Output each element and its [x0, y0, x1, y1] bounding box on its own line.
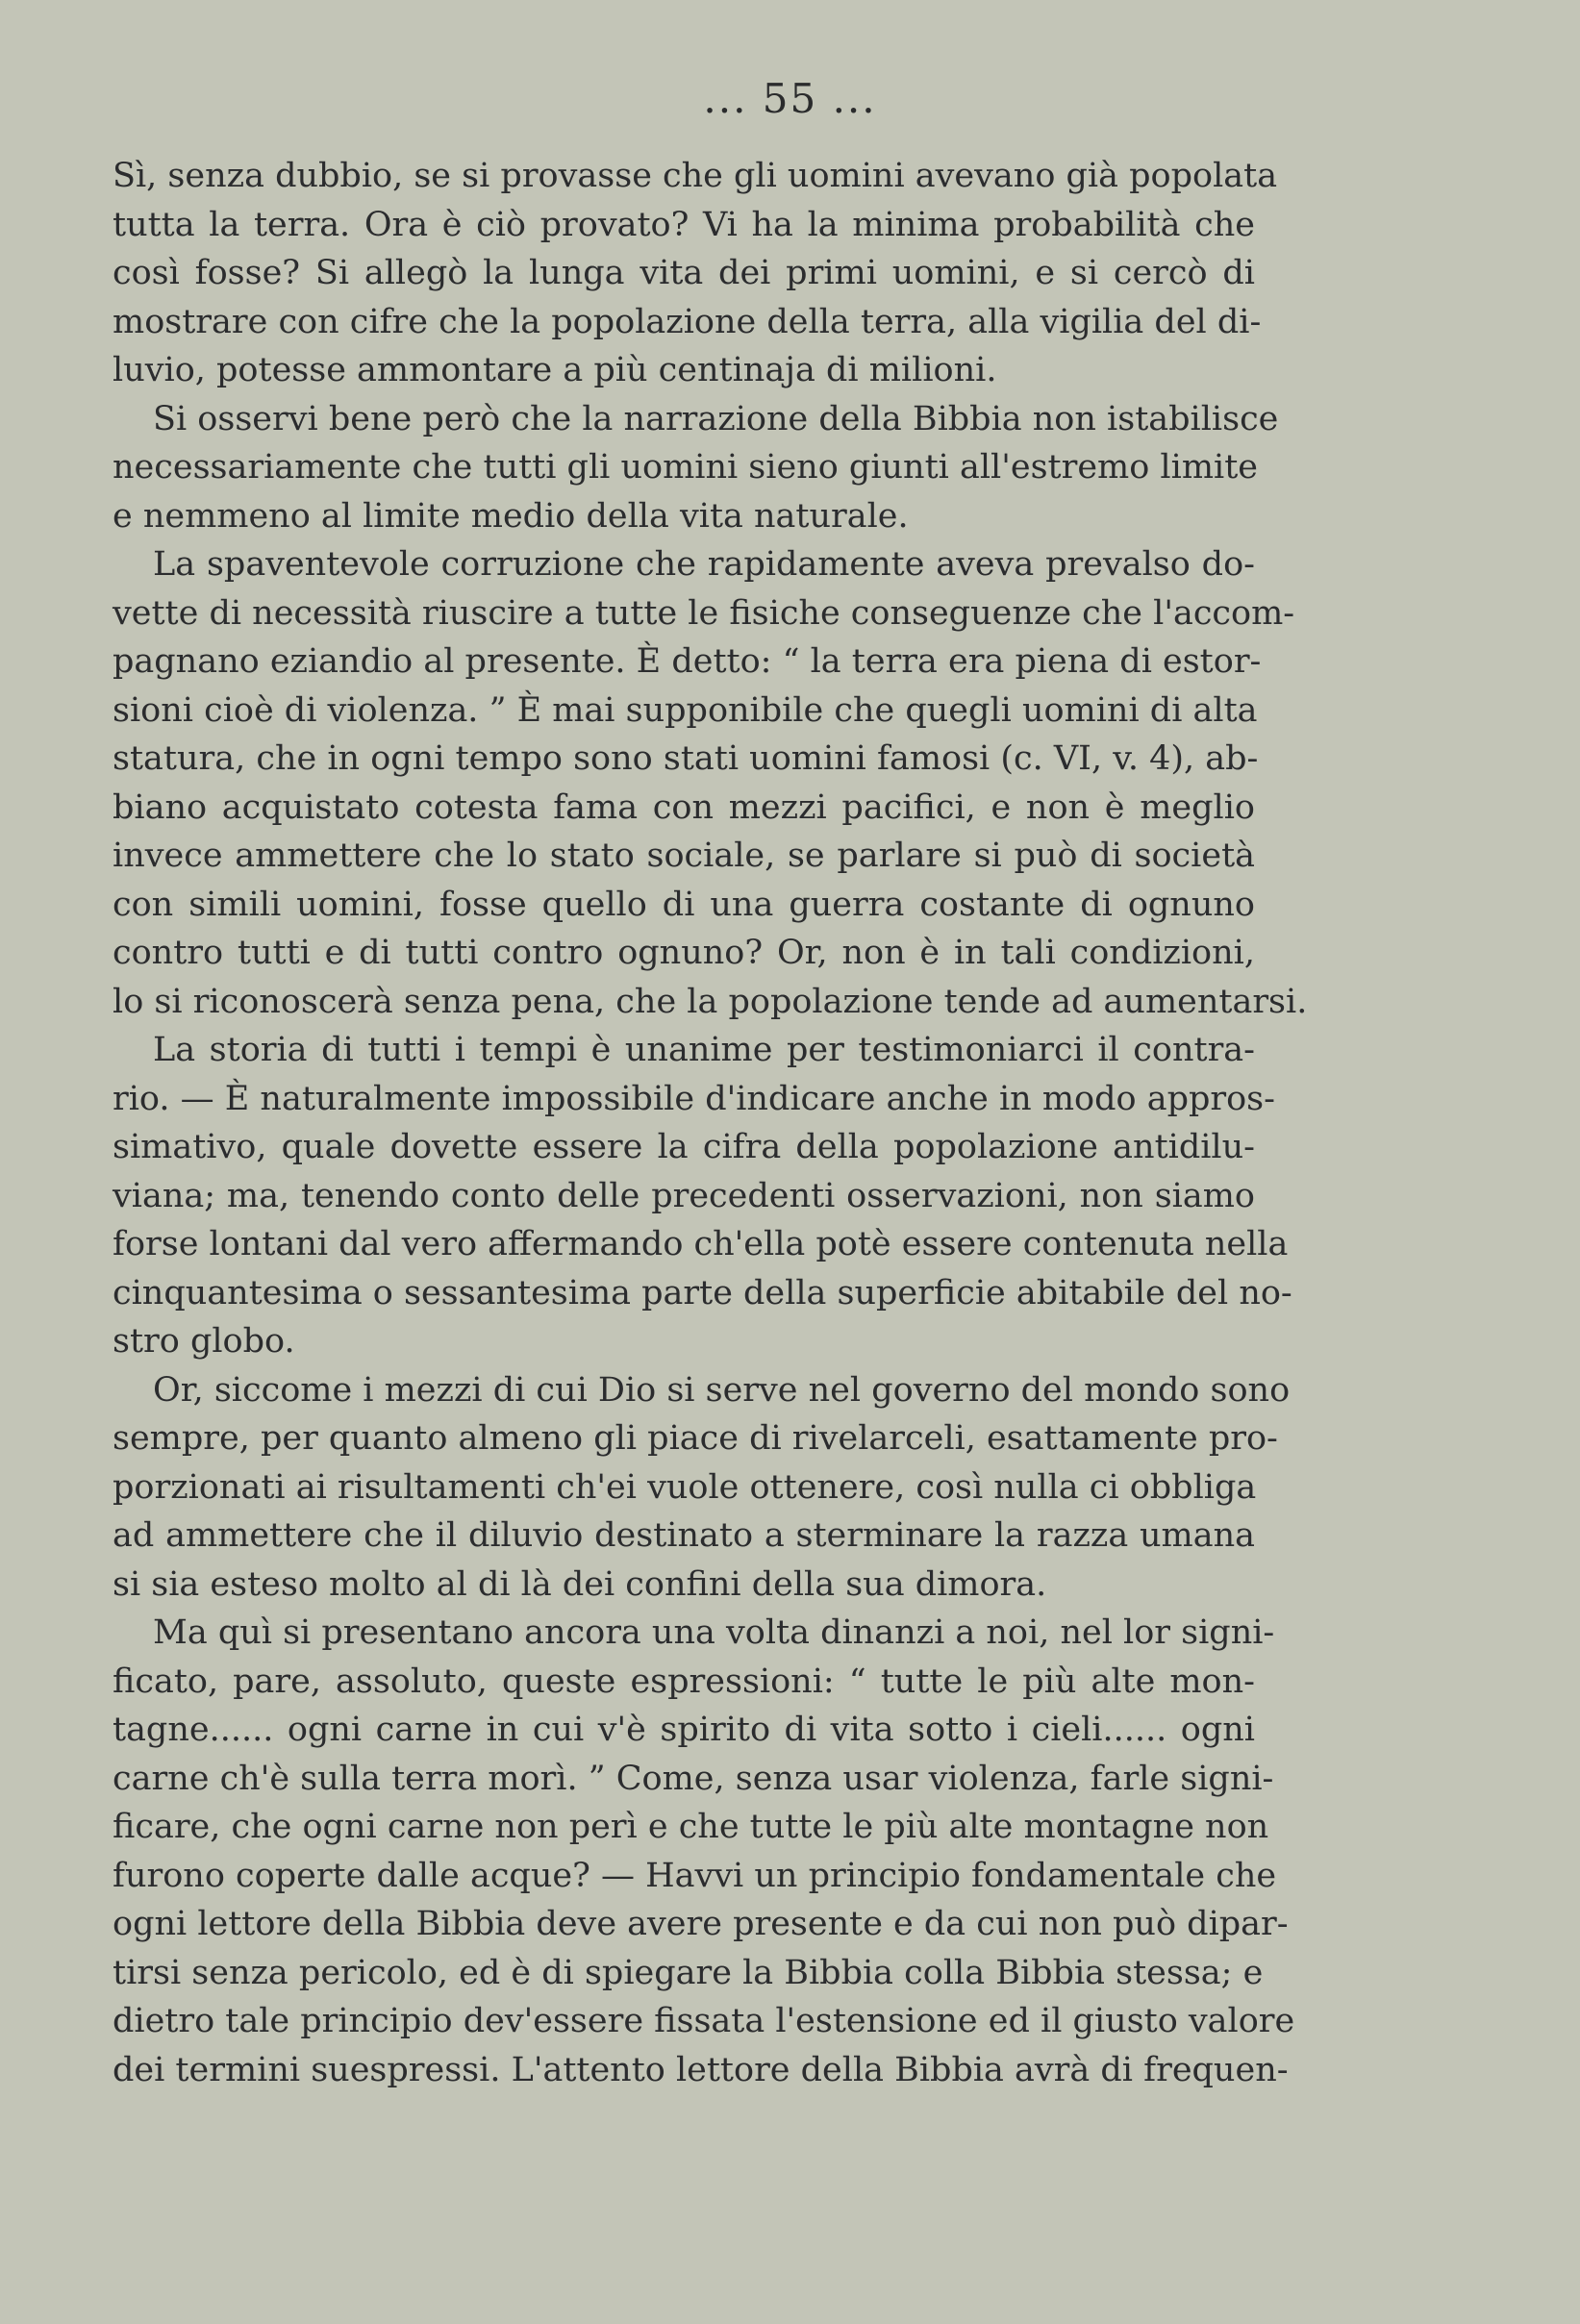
text-line: così fosse? Si allegò la lunga vita dei primi uomini, e si cercò di [113, 254, 1255, 292]
text-line: Si osservi bene però che la narrazione della Bibbia non istabilisce [153, 399, 1279, 438]
text-line: biano acquistato cotesta fama con mezzi pacifici, e non è meglio [113, 787, 1255, 827]
text-line: mostrare con cifre che la popolazione della terra, alla vigilia del di- [113, 302, 1262, 341]
text-line: luvio, potesse ammontare a più centinaja di milioni. [113, 351, 997, 389]
text-line: statura, che in ogni tempo sono stati uomini famosi (c. VI, v. 4), ab- [113, 739, 1259, 778]
text-line: Sì, senza dubbio, se si provasse che gli uomini avevano già popolata [113, 157, 1278, 195]
text-line: necessariamente che tutti gli uomini sieno giunti all'estremo limite [113, 448, 1258, 487]
text-line: forse lontani dal vero affermando ch'ella potè essere contenuta nella [113, 1225, 1289, 1263]
text-line: Or, siccome i mezzi di cui Dio si serve nel governo del mondo sono [153, 1370, 1291, 1410]
text-line: furono coperte dalle acque? — Havvi un principio fondamentale che [113, 1856, 1277, 1895]
text-line: lo si riconoscerà senza pena, che la popolazione tende ad aumentarsi. [113, 982, 1308, 1021]
text-line: invece ammettere che lo stato sociale, se parlare si può di società [113, 837, 1255, 875]
text-line: si sia esteso molto al di là dei confini della sua dimora. [113, 1564, 1047, 1604]
text-line: La storia di tutti i tempi è unanime per testimoniarci il contra- [153, 1031, 1255, 1069]
text-line: pagnano eziandio al presente. È detto: “ la terra era piena di estor- [113, 642, 1262, 681]
text-line: tirsi senza pericolo, ed è di spiegare la Bibbia colla Bibbia stessa; e [113, 1953, 1264, 1992]
text-line: vette di necessità riuscire a tutte le fisiche conseguenze che l'accom- [113, 593, 1295, 633]
text-line: carne ch'è sulla terra morì. ” Come, senza usar violenza, farle signi- [113, 1759, 1274, 1798]
text-line: viana; ma, tenendo conto delle precedenti osservazioni, non siamo [113, 1176, 1255, 1215]
text-line: e nemmeno al limite medio della vita naturale. [113, 496, 909, 536]
text-line: ficare, che ogni carne non perì e che tutte le più alte montagne non [113, 1808, 1269, 1846]
text-line: dei termini suespressi. L'attento lettore della Bibbia avrà di frequen- [113, 2050, 1289, 2089]
text-line: ad ammettere che il diluvio destinato a sterminare la razza umana [113, 1516, 1255, 1555]
text-line: sioni cioè di violenza. ” È mai supponibile che quegli uomini di alta [113, 690, 1258, 730]
text-line: contro tutti e di tutti contro ognuno? Or, non è in tali condizioni, [113, 934, 1255, 972]
text-line: rio. — È naturalmente impossibile d'indicare anche in modo appros- [113, 1079, 1275, 1118]
text-line: tagne...... ogni carne in cui v'è spirito di vita sotto i cieli...... ogni [113, 1711, 1255, 1749]
text-line: stro globo. [113, 1322, 295, 1361]
text-line: porzionati ai risultamenti ch'ei vuole ottenere, così nulla ci obbliga [113, 1467, 1257, 1507]
body-text [113, 152, 1308, 2094]
text-line: con simili uomini, fosse quello di una guerra costante di ognuno [113, 885, 1255, 924]
text-line: tutta la terra. Ora è ciò provato? Vi ha la minima probabilità che [113, 205, 1255, 244]
text-line: ficato, pare, assoluto, queste espressioni: “ tutte le più alte mon- [113, 1662, 1255, 1701]
text-line: cinquantesima o sessantesima parte della superficie abitabile del no- [113, 1273, 1292, 1312]
text-line: Ma quì si presentano ancora una volta dinanzi a noi, nel lor signi- [153, 1613, 1275, 1652]
text-line: dietro tale principio dev'essere fissata l'estensione ed il giusto valore [113, 2002, 1295, 2040]
text-line: ogni lettore della Bibbia deve avere presente e da cui non può dipar- [113, 1905, 1289, 1943]
text-line: simativo, quale dovette essere la cifra della popolazione antidilu- [113, 1128, 1255, 1166]
text-line: La spaventevole corruzione che rapidamente aveva prevalso do- [153, 545, 1255, 584]
page-number: ... 55 ... [703, 75, 877, 122]
text-line: sempre, per quanto almeno gli piace di rivelarceli, esattamente pro- [113, 1419, 1278, 1458]
